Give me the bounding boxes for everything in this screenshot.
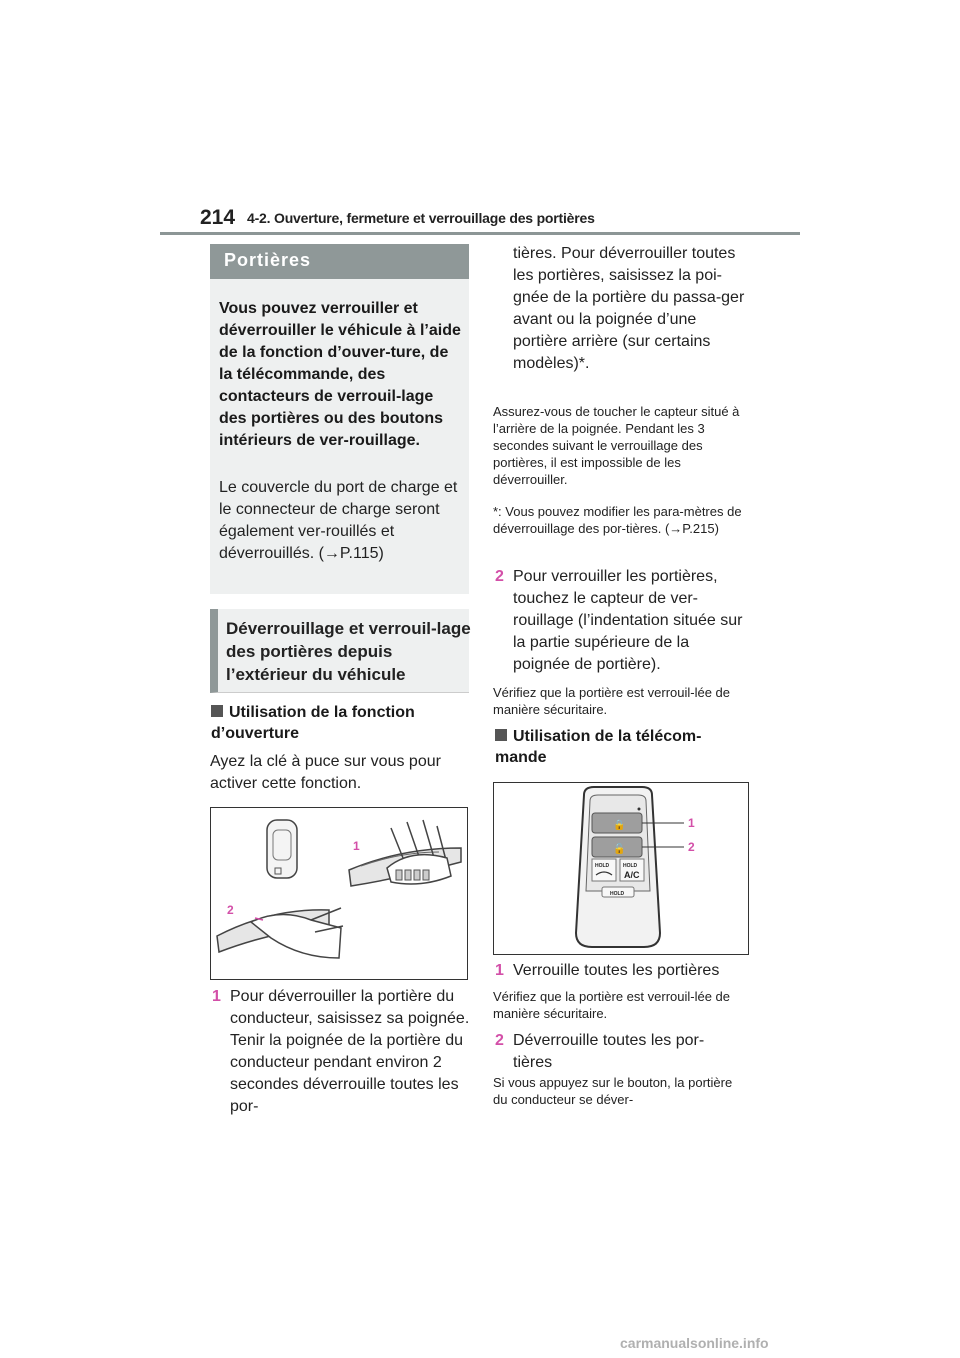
door-handle-illustration <box>211 808 467 979</box>
step-text: Verrouille toutes les portières <box>513 962 720 979</box>
step-text: Pour déverrouiller la portière du conducteur, saisissez sa poignée. Tenir la poignée de la portière du conducteur pendant environ 2 secondes déverrouille toutes les por- <box>230 988 470 1115</box>
section-title: Déverrouillage et verrouil-lage des portières depuis l’extérieur du véhicule <box>226 619 471 684</box>
subheading-ouverture: Utilisation de la fonction d’ouverture <box>211 704 415 742</box>
square-bullet-icon <box>211 705 223 717</box>
step-1-continued: tières. Pour déverrouiller toutes les portières, saisissez la poi-gnée de la portière du passa-ger avant ou la poignée d’une portière arrière (sur certains modèles)*. <box>513 245 745 372</box>
callout-1: 1 <box>688 816 695 830</box>
door-handle-figure <box>210 807 468 980</box>
callout-2: 2 <box>227 903 234 917</box>
section-intro-body: Le couvercle du port de charge et le connecteur de charge seront également ver-rouillés et déverrouillés. (→P.115) <box>219 479 458 562</box>
step-text: Déverrouille toutes les por-tières <box>513 1032 705 1071</box>
remote-note-1: Vérifiez que la portière est verrouil-lée de manière sécuritaire. <box>493 989 731 1021</box>
watermark: carmanualsonline.info <box>620 1335 769 1351</box>
callout-2: 2 <box>688 840 695 854</box>
hold-label: HOLD <box>623 863 638 869</box>
step-number: 1 <box>495 962 504 979</box>
header-rule <box>160 232 800 235</box>
hold-label: HOLD <box>595 863 610 869</box>
step-number: 2 <box>495 1032 504 1049</box>
note-capteur: Assurez-vous de toucher le capteur situé à l’arrière de la poignée. Pendant les 3 secondes suivant le verrouillage des portières, il est impossible de les déverrouiller. <box>493 404 740 487</box>
step-number: 1 <box>212 988 221 1005</box>
section-portieres-header <box>210 244 469 279</box>
section-intro-bold: Vous pouvez verrouiller et déverrouiller le véhicule à l’aide de la fonction d’ouver-ture, de la télécommande, des contacteurs de verrouil-lage des portières ou des boutons intérieurs de ver-rouillage. <box>219 300 461 449</box>
page-number: 214 <box>200 206 236 229</box>
callout-1: 1 <box>353 839 360 853</box>
step-number: 2 <box>495 568 504 585</box>
running-title: 4-2. Ouverture, fermeture et verrouillage des portières <box>247 210 595 226</box>
ac-label: A/C <box>624 870 640 880</box>
remote-key-figure <box>493 782 749 955</box>
subheading-telecommande: Utilisation de la télécom-mande <box>495 728 702 766</box>
footnote: *: Vous pouvez modifier les para-mètres de déverrouillage des por-tières. (→P.215) <box>493 504 742 536</box>
note-verrouillage: Vérifiez que la portière est verrouil-lée de manière sécuritaire. <box>493 685 731 717</box>
subheading-body: Ayez la clé à puce sur vous pour activer cette fonction. <box>210 753 441 792</box>
remote-note-2: Si vous appuyez sur le bouton, la portière du conducteur se déver- <box>493 1075 733 1107</box>
section-exterior-header <box>210 609 469 693</box>
remote-key-illustration <box>494 783 748 954</box>
section-title: Portières <box>224 250 312 270</box>
hold-label: HOLD <box>610 891 625 897</box>
square-bullet-icon <box>495 729 507 741</box>
unlock-icon: 🔓 <box>613 844 626 855</box>
step-text: Pour verrouiller les portières, touchez le capteur de ver-rouillage (l’indentation située sur la partie supérieure de la poignée de portière). <box>513 568 743 673</box>
lock-icon: 🔒 <box>613 820 626 831</box>
